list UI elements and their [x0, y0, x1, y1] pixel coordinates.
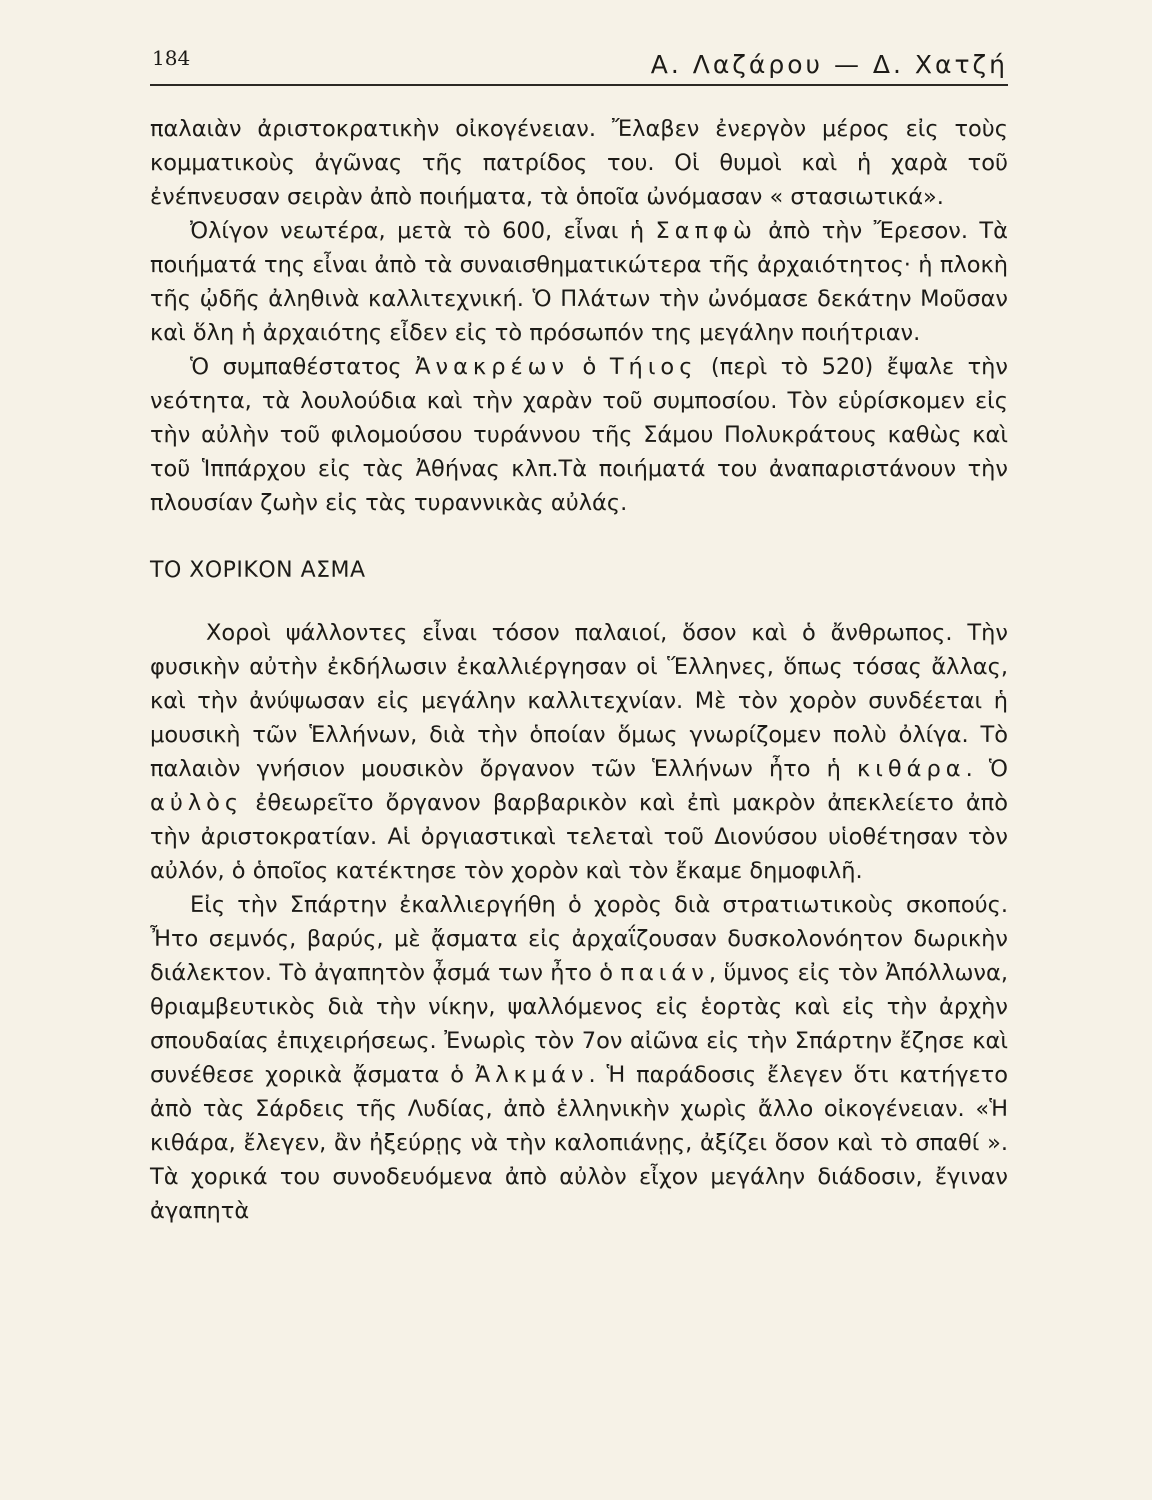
page-header — [150, 44, 1008, 86]
paragraph-continuation: παλαιὰν ἀριστοκρατικὴν οἰκογένειαν. Ἔλαβεν ἐνεργὸν μέρος εἰς τοὺς κομματικοὺς ἀγῶνας τῆς πατρίδος του. Οἱ θυμοὶ καὶ ἡ χαρὰ τοῦ ἐνέπνευσαν σειρὰν ἀπὸ ποιήματα, τὰ ὁποῖα ὠνόμασαν « στασιωτικά». — [150, 116, 1008, 210]
paragraph-anacreon: Ὁ συμπαθέστατος Ἀνακρέων ὁ Τήιος (περὶ τὸ 520) ἔψαλε τὴν νεότητα, τὰ λουλούδια καὶ τὴν χαρὰν τοῦ συμποσίου. Τὸν εὑρίσκομεν εἰς τὴν αὐλὴν τοῦ φιλομούσου τυράννου τῆς Σάμου Πολυκράτους καθὼς καὶ τοῦ Ἱππάρχου εἰς τὰς Ἀθήνας κλπ.Τὰ ποιήματά του ἀναπαριστάνουν τὴν πλουσίαν ζωὴν εἰς τὰς τυραννικὰς αὐλάς. — [150, 354, 1008, 516]
section-title: ΤΟ ΧΟΡΙΚΟΝ ΑΣΜΑ — [150, 558, 366, 583]
paragraph-sparta: Εἰς τὴν Σπάρτην ἐκαλλιεργήθη ὁ χορὸς διὰ στρατιωτικοὺς σκοπούς. Ἦτο σεμνός, βαρύς, μὲ ᾄσματα εἰς ἀρχαΐζουσαν δυσκολονόητον δωρικὴν διάλεκτον. Τὸ ἀγαπητὸν ᾆσμά των ἦτο ὁ παιάν, ὕμνος εἰς τὸν Ἀπόλλωνα, θριαμβευτικὸς διὰ τὴν νίκην, ψαλλόμενος εἰς ἑορτὰς καὶ εἰς τὴν ἀρχὴν σπουδαίας ἐπιχειρήσεως. Ἐνωρὶς τὸν 7ον αἰῶνα εἰς τὴν Σπάρτην ἔζησε καὶ συνέθεσε χορικὰ ᾄσματα ὁ Ἀλκμάν. Ἡ παράδοσις ἔλεγεν ὅτι κατήγετο ἀπὸ τὰς Σάρδεις τῆς Λυδίας, ἀπὸ ἑλληνικὴν χωρὶς ἄλλο οἰκογένειαν. «Ἡ κιθάρα, ἔλεγεν, ἂν ἠξεύρῃς νὰ τὴν καλοπιάνῃς, ἀξίζει ὅσον καὶ τὸ σπαθί ». Τὰ χορικά του συνοδευόμενα ἀπὸ αὐλὸν εἶχον μεγάλην διάδοσιν, ἔγιναν ἀγαπητὰ — [150, 892, 1008, 1224]
page-body — [150, 112, 1008, 1228]
name-tēios: Τήιος — [609, 354, 698, 380]
term-paian: παιάν — [620, 960, 709, 986]
name-alkman: Ἀλκμάν — [474, 1062, 589, 1088]
term-aulos: αὐλὸς — [150, 790, 244, 816]
term-kithara: κιθάρα — [857, 756, 966, 782]
paragraph-sappho: Ὀλίγον νεωτέρα, μετὰ τὸ 600, εἶναι ἡ Σαπφὼ ἀπὸ τὴν Ἔρεσον. Τὰ ποιήματά της εἶναι ἀπὸ τὰ συναισθηματικώτερα τῆς ἀρχαιότητος· ἡ πλοκὴ τῆς ᾠδῆς ἀληθινὰ καλλιτεχνική. Ὁ Πλάτων τὴν ὠνόμασε δεκάτην Μοῦσαν καὶ ὅλη ἡ ἀρχαιότης εἶδεν εἰς τὸ πρόσωπόν της μεγάλην ποιήτριαν. — [150, 218, 1008, 346]
running-head: Α. Λαζάρου — Δ. Χατζή — [650, 50, 1008, 79]
paragraph-choruses: Χοροὶ ψάλλοντες εἶναι τόσον παλαιοί, ὅσον καὶ ὁ ἄνθρωπος. Τὴν φυσικὴν αὐτὴν ἐκδήλωσιν ἐκαλλιέργησαν οἱ Ἕλληνες, ὅπως τόσας ἄλλας, καὶ τὴν ἀνύψωσαν εἰς μεγάλην καλλιτεχνίαν. Μὲ τὸν χορὸν συνδέεται ἡ μουσικὴ τῶν Ἑλλήνων, διὰ τὴν ὁποίαν ὅμως γνωρίζομεν πολὺ ὀλίγα. Τὸ παλαιὸν γνήσιον μουσικὸν ὄργανον τῶν Ἑλλήνων ἦτο ἡ κιθάρα. Ὁ αὐλὸς ἐθεωρεῖτο ὄργανον βαρβαρικὸν καὶ ἐπὶ μακρὸν ἀπεκλείετο ἀπὸ τὴν ἀριστοκρατίαν. Αἱ ὀργιαστικαὶ τελεταὶ τοῦ Διονύσου υἱοθέτησαν τὸν αὐλόν, ὁ ὁποῖος κατέκτησε τὸν χορὸν καὶ τὸν ἔκαμε δημοφιλῆ. — [150, 620, 1008, 884]
name-sappho: Σαπφὼ — [655, 218, 757, 244]
name-anacreon: Ἀνακρέων — [415, 354, 570, 380]
page-number: 184 — [152, 46, 191, 70]
